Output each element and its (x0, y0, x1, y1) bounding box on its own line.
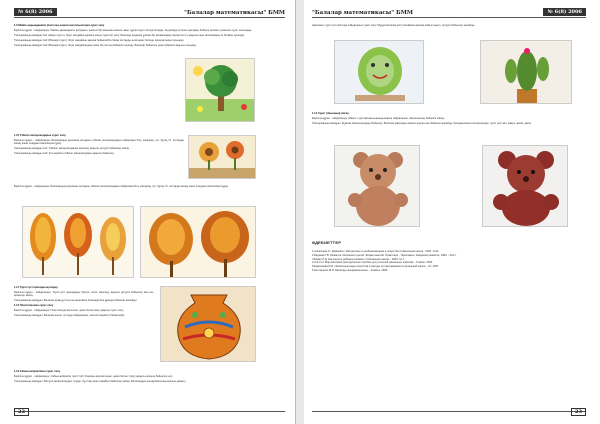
paragraph: мақтамен түрлі-түсті жіптерді пайдаланып сурет салу. Мұнда балалар жіпті желіммен қағазға жабыстырып, әртүрлі бейнелер жасайды. (312, 24, 476, 27)
paragraph: Тапсырманың мазмұны: Жұмсақ ойыншықтарды бейнелеу. Балалар мақтадан немесе жүннен аю бейнесін жасайды. Қолданылатын материалдар: түрлі түсті жіп, мақта, желім, қағаз. (312, 121, 532, 125)
paragraph: Тапсырманың мазмұны №2 (Әсемдік сурет): Жүрт жағдайын қағазға бейнелейтін басқа заттарды нәзік қағаз бетінде орналастырып орындау. (14, 38, 185, 42)
right-footer-rule (312, 411, 586, 412)
ornamental-vase-illustration (161, 287, 256, 362)
reference-item: 4 Гей С.Н. Мир фантазии (методическое пособие для учителей начальных классов). - Гомель, 2003. (312, 261, 433, 265)
autumn-leaves-figure (140, 206, 256, 278)
paragraph: Берілген құрал - пайдалануы: Балалардың қоршаған ортадағы табиғат материалдарын пайдалана білу, жапырақ, гүл, бұтақ т.б. заттарды жинау және олардан композиция құрау. (14, 138, 184, 146)
paragraph: Берілген құрал - пайдалануы: Балалардың қоршаған ортадағы табиғат материалдарын пайдалана білу, жапырақ, гүл, бұтақ т.б. заттарды жинау және олардан композиция құрау. (14, 185, 229, 188)
left-page-header (14, 6, 285, 18)
section-1-title: 1.9 Майлы қарындашпен (пастель) немесе мөлтиғыштарға сурет салу (14, 24, 105, 27)
flower-collage-figure (188, 135, 256, 179)
issue-number: № 6(8) 2006 (14, 8, 57, 16)
paragraph: Тапсырманың мазмұны №3 (Әсемдік сурет): Жүрт жағдайындағы жеке бір заттың бейнесін шығару. Балалар бейнелеу өнері үйірмесі арқылы орындау. (14, 43, 197, 47)
paragraph: Тапсырманың мазмұны №1: Табиғат материалдарын жапсыру арқылы әртүрлі бейнелер жасау. (14, 147, 130, 151)
section-3-title: 1.11 Түрлі-түсті қағаздан мүсіндеу (14, 286, 58, 289)
paragraph: Тапсырманың мазмұны: Әртүрлі көпіршіктерден гүлдер, бұлттар және ғажайып бейнелер жасау. Балалардың шығармашылық қиялын дамыту. (14, 379, 187, 383)
thread-craft-figure (334, 40, 424, 104)
tree-painting-figure (185, 58, 255, 122)
thread-craft-illustration (335, 41, 424, 104)
paragraph: Тапсырманың мазмұны №1 (Нақты сурет): Жүрт жағдайын қағазға нақты суреттеп салу. Балалар өздеріне ұнаған бір қаламшадан саусақ пен су арқылы ғана тапсырманы өз бетімен орындау. (14, 33, 245, 37)
section-2-title: 1.10 Тәбиғат материалдарын сурет салу (14, 134, 66, 137)
reference-item: 6 Нестеренко М.И. Балалар шығармашылығы. - Алматы, 2004. (312, 268, 388, 272)
left-page-number: 22 (14, 408, 29, 416)
autumn-leaves-illustration (141, 207, 256, 278)
paragraph: Тапсырманың мазмұны: Балалар қазақ ұлттық ою-өрнегімен безендірілген құмыра бейнесін жасайды. (14, 299, 138, 303)
paragraph: Берілген құрал - пайдалануы: Мақта, түрлі матаның қиындыларын пайдаланып, ойыншықтың бейнесін жасау. (312, 116, 445, 120)
section-1-text (14, 24, 286, 48)
paragraph: Берілген құрал - пайдалануы: Пластилинді жылытып, қағаз бетіне жағу арқылы сурет салу. (14, 308, 124, 312)
cactus-craft-figure (480, 40, 572, 104)
section-3-text (14, 286, 154, 319)
wool-bear-figure (482, 145, 568, 227)
cotton-bear-illustration (335, 146, 420, 227)
issue-number: № 6(8) 2006 (543, 8, 586, 16)
paragraph: Берілген құрал - пайдалануы: Түрлі-түсті қағаздарды бүктеп, кесіп, жапсыру арқылы әртүрлі бейнелер мен ою-өрнектер жасау. (14, 290, 154, 298)
right-page-number: 23 (571, 408, 586, 416)
section-2-text (14, 134, 184, 157)
paragraph: Тапсырманың мазмұны №2: Күз көрінісін табиғат материалдары арқылы бейнелеу. (14, 151, 115, 155)
book-gutter (296, 0, 304, 424)
reference-item: 5 Ермолаева М.И. Необычные виды искусства и методы их преподавания в начальной школе. - М.: 2007. (312, 265, 440, 269)
references-title: ӘДЕБИЕТТЕР (312, 240, 342, 245)
right-page (304, 0, 600, 424)
references-list (312, 250, 586, 273)
section-5-title: 1.13 Сабын көпіршігімен сурет салу (14, 370, 61, 373)
autumn-trees-figure (22, 206, 134, 278)
section-14-title: 1.14 Сурет (ойыншық) жасау (312, 112, 349, 115)
journal-title: "Балалар математикасы" БММ (184, 10, 285, 16)
paragraph: Берілген құрал - пайдалануы: Майлы қарындашты қолданып, жалғыз бір жағынан немесе жеке тұрған сурет салуға болады. Ақ қағазда үстінен сыртқары бейнеге қолмен гуашьпен сурет салынады. (14, 28, 252, 32)
paragraph: Тапсырманың мазмұны: Балалар жылы түстерді пайдаланып, көктемгі көріністі бейнелейді. (14, 313, 125, 317)
intro-text (312, 24, 586, 29)
paragraph: Берілген құрал - пайдалануы: Сабын көпіршігін түрлі түсті бояумен араластырып, қағаз бетіне түсіру арқылы ерекше бейнелер алу. (14, 374, 173, 378)
tree-painting-illustration (186, 59, 255, 122)
reference-item: 1 Алексеева О., Ефимов Н. Интересные и необыкновенные в искусстве // Начальная школа - 2004. №14. (312, 250, 440, 253)
cactus-craft-illustration (481, 41, 572, 104)
cotton-bear-figure (334, 145, 420, 227)
left-page (0, 0, 296, 424)
flower-collage-illustration (189, 136, 256, 179)
ornamental-vase-figure (160, 286, 256, 362)
section-4-title: 1.12 Пластилинмен сурет салу (14, 303, 54, 307)
section-2-extra-text (14, 185, 286, 190)
section-14-text (312, 112, 586, 127)
wool-bear-illustration (483, 146, 568, 227)
autumn-trees-illustration (23, 207, 134, 278)
reference-item: 2 Бадяева Г.В. Развитие творческого детей. Форма занятий. Практикум. - Ярославль: Академия развития, 1996. - 224 с. (312, 253, 457, 257)
section-5-text (14, 370, 286, 385)
left-footer-rule (14, 411, 285, 412)
right-page-header (312, 6, 586, 18)
journal-title: "Балалар математикасы" БММ (312, 10, 413, 16)
reference-item: 3 Божко Л.Д. Как научить ребенка рисовать // Начальная школа. - 2003. № 7. (312, 257, 405, 261)
